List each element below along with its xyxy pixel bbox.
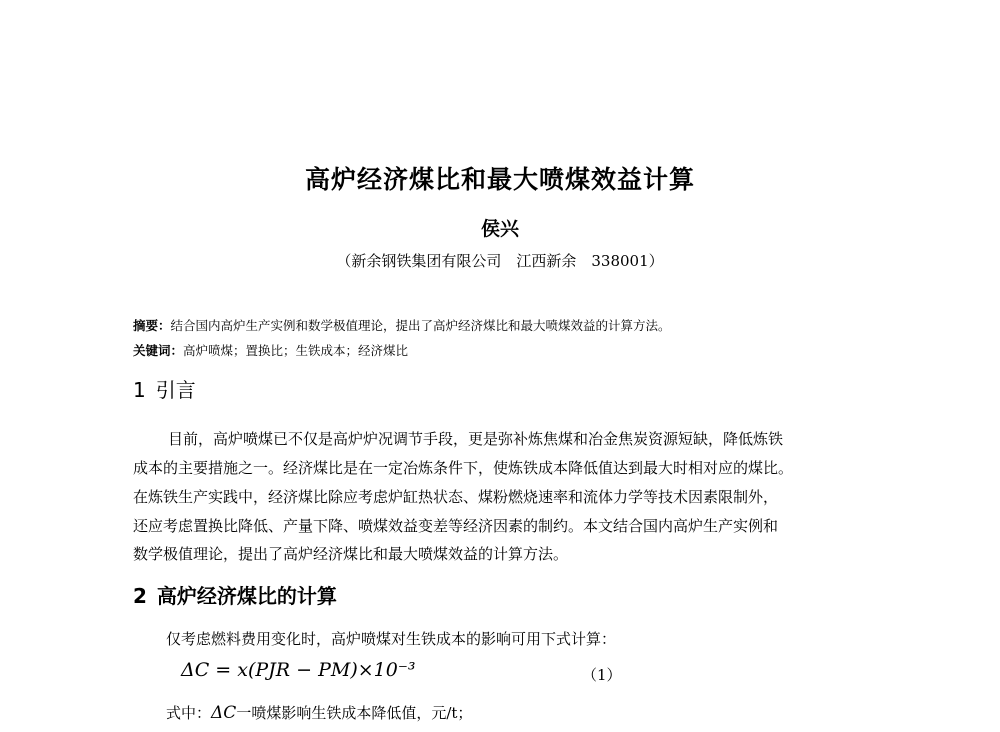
equation-1: ΔC = x(PJR − PM)×10⁻³: [181, 659, 416, 681]
keywords: [133, 341, 408, 359]
section-2-number: 2: [133, 584, 147, 608]
affiliation: （新余钢铁集团有限公司 江西新余 338001）: [336, 252, 664, 270]
author-name: 侯兴: [480, 218, 519, 240]
section-2-paragraph: 仅考虑燃料费用变化时，高炉喷煤对生铁成本的影响可用下式计算：: [166, 630, 617, 648]
abstract-label: 摘要：: [133, 318, 171, 333]
intro-line: 成本的主要措施之一。经济煤比是在一定冶炼条件下，使炼铁成本降低值达到最大时相对应的煤比。: [133, 459, 794, 477]
where-text: 一喷煤影响生铁成本降低值，元/t；: [236, 704, 473, 722]
where-prefix: 式中：: [166, 704, 212, 722]
keywords-label: 关键词：: [133, 343, 184, 358]
section-2-title: 高炉经济煤比的计算: [156, 584, 337, 608]
intro-line: 在炼铁生产实践中，经济煤比除应考虑炉缸热状态、煤粉燃烧速率和流体力学等技术因素限制外，: [133, 488, 779, 506]
section-1-heading: [133, 374, 196, 403]
variable-definition: [166, 702, 472, 723]
where-symbol: ΔC: [211, 703, 237, 723]
section-2-heading: [133, 580, 337, 609]
paper-title: 高炉经济煤比和最大喷煤效益计算: [304, 165, 695, 194]
intro-line: 还应考虑置换比降低、产量下降、喷煤效益变差等经济因素的制约。本文结合国内高炉生产实例和: [133, 517, 779, 535]
intro-line: 目前，高炉喷煤已不仅是高炉炉况调节手段，更是弥补炼焦煤和冶金焦炭资源短缺，降低炼铁: [168, 430, 784, 448]
abstract-text: 结合国内高炉生产实例和数学极值理论，提出了高炉经济煤比和最大喷煤效益的计算方法。: [170, 318, 671, 333]
intro-line: 数学极值理论，提出了高炉经济煤比和最大喷煤效益的计算方法。: [133, 545, 569, 563]
equation-number: （1）: [582, 666, 622, 684]
section-1-title: 引言: [155, 378, 196, 402]
abstract: [133, 316, 671, 334]
section-1-number: 1: [133, 378, 146, 402]
keywords-text: 高炉喷煤；置换比；生铁成本；经济煤比: [183, 343, 409, 358]
